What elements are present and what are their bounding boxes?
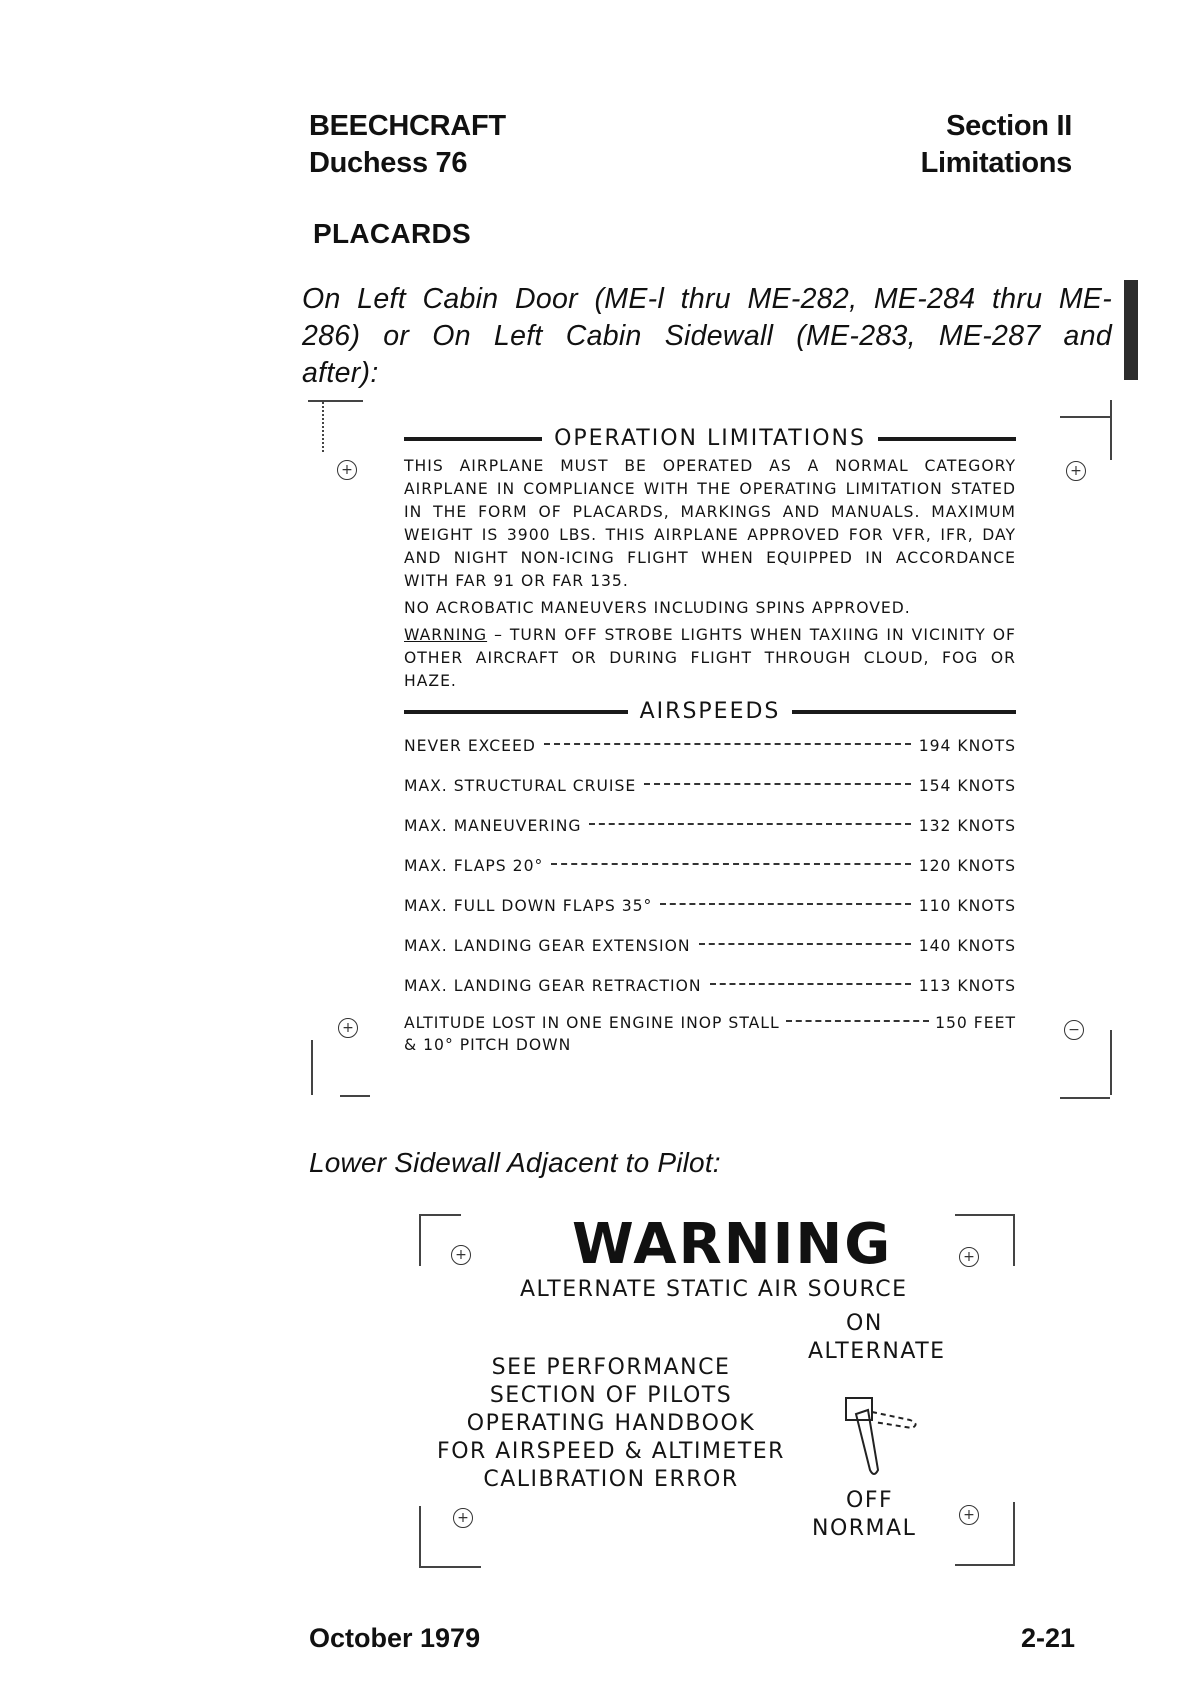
airspeed-label: MAX. STRUCTURAL CRUISE — [404, 777, 637, 795]
airspeed-value: 113 KNOTS — [918, 977, 1016, 995]
model: Duchess 76 — [309, 147, 468, 179]
leader-dashes — [589, 823, 910, 825]
airspeed-label: MAX. FULL DOWN FLAPS 35° — [404, 897, 653, 915]
airspeed-value: 194 KNOTS — [918, 737, 1016, 755]
limitations-paragraph: THIS AIRPLANE MUST BE OPERATED AS A NORMAL CATEGORY AIRPLANE IN COMPLIANCE WITH THE OPERATING LIMITATION STATED IN THE FORM OF PLACARDS, MARKINGS AND MANUALS. MAXIMUM WEIGHT IS 3900 LBS. THIS AIRPLANE APPROVED FOR VFR, IFR, DAY AND NIGHT NON-ICING FLIGHT WHEN EQUIPPED IN ACCORDANCE WITH FAR 91 OR FAR 135. — [404, 457, 1016, 590]
corner-mark-bottom-right — [1110, 1030, 1112, 1095]
screw-icon: + — [1066, 461, 1086, 481]
operation-limitations-heading — [404, 426, 1016, 451]
calibration-note-line: CALIBRATION ERROR — [483, 1467, 739, 1492]
calibration-note-line: SECTION OF PILOTS — [489, 1383, 733, 1408]
airspeeds-list — [404, 726, 1016, 1006]
header-right — [921, 108, 1072, 182]
altitude-loss-value: 150 FEET — [935, 1014, 1016, 1032]
airspeed-row — [404, 966, 1016, 1006]
airspeed-value: 110 KNOTS — [918, 897, 1016, 915]
heading-rule — [404, 710, 628, 714]
airspeed-value: 140 KNOTS — [918, 937, 1016, 955]
corner-mark-bottom-right-horizontal — [1060, 1097, 1110, 1099]
calibration-note-line: OPERATING HANDBOOK — [466, 1411, 756, 1436]
screw-icon: + — [451, 1245, 471, 1265]
screw-icon: + — [453, 1508, 473, 1528]
screw-icon: + — [337, 460, 357, 480]
leader-dashes — [660, 903, 910, 905]
screw-icon: − — [1064, 1020, 1084, 1040]
section-title: Limitations — [920, 147, 1072, 179]
leader-dashes — [786, 1020, 929, 1022]
altitude-loss-block — [404, 1012, 1016, 1056]
alternate-position-label: ALTERNATE — [808, 1339, 946, 1364]
placard-location-1: On Left Cabin Door (ME-l thru ME-282, ME-284 thru ME-286) or On Left Cabin Sidewall (ME-283, ME-287 and after): — [302, 283, 1112, 389]
footer-date: October 1979 — [309, 1623, 481, 1653]
altitude-loss-label: ALTITUDE LOST IN ONE ENGINE INOP STALL — [404, 1014, 780, 1032]
normal-position-label: NORMAL — [812, 1516, 917, 1541]
screw-icon: + — [959, 1505, 979, 1525]
warning-title: WARNING — [572, 1212, 893, 1277]
airspeed-value: 154 KNOTS — [918, 777, 1016, 795]
acrobatic-paragraph: NO ACROBATIC MANEUVERS INCLUDING SPINS APPROVED. — [404, 599, 911, 617]
page-number: 2-21 — [1020, 1623, 1075, 1653]
leader-dashes — [544, 743, 911, 745]
warning-label: WARNING — [404, 626, 488, 644]
alternate-static-air-label: ALTERNATE STATIC AIR SOURCE — [520, 1277, 908, 1302]
airspeed-value: 120 KNOTS — [918, 857, 1016, 875]
header-left — [309, 108, 506, 182]
leader-dashes — [644, 783, 910, 785]
toggle-lever-icon — [840, 1390, 930, 1490]
heading-rule — [878, 437, 1016, 441]
airspeed-label: MAX. LANDING GEAR EXTENSION — [404, 937, 691, 955]
airspeed-row — [404, 806, 1016, 846]
heading-rule — [404, 437, 542, 441]
calibration-note — [436, 1354, 786, 1494]
section-number: Section II — [946, 110, 1072, 142]
airspeed-label: NEVER EXCEED — [404, 737, 536, 755]
warning-text: – TURN OFF STROBE LIGHTS WHEN TAXIING IN VICINITY OF OTHER AIRCRAFT OR DURING FLIGHT THROUGH CLOUD, FOG OR HAZE. — [404, 626, 1016, 690]
airspeed-row — [404, 846, 1016, 886]
airspeed-row — [404, 726, 1016, 766]
corner-mark-top-right-vertical — [1110, 400, 1112, 460]
corner-mark-top-right — [1060, 416, 1110, 418]
airspeed-row — [404, 766, 1016, 806]
airspeeds-title: AIRSPEEDS — [639, 699, 781, 724]
corner-mark-top-left-vertical — [322, 402, 324, 452]
on-position-label: ON — [846, 1311, 883, 1336]
airspeeds-heading — [404, 699, 1016, 724]
calibration-note-line: SEE PERFORMANCE — [491, 1355, 731, 1380]
strobe-warning-paragraph — [404, 624, 1016, 693]
manufacturer: BEECHCRAFT — [309, 110, 506, 142]
operation-limitations-text — [404, 455, 1016, 693]
airspeed-label: MAX. LANDING GEAR RETRACTION — [404, 977, 702, 995]
airspeed-label: MAX. FLAPS 20° — [404, 857, 544, 875]
corner-mark-bottom-left-horizontal — [340, 1095, 370, 1097]
leader-dashes — [699, 943, 911, 945]
pitch-down-note: & 10° PITCH DOWN — [404, 1036, 572, 1054]
airspeed-row — [404, 926, 1016, 966]
leader-dashes — [551, 863, 910, 865]
operation-limitations-placard — [404, 426, 1016, 1056]
altitude-loss-line — [404, 1012, 1016, 1034]
calibration-note-line: FOR AIRSPEED & ALTIMETER — [437, 1439, 785, 1464]
page-title: PLACARDS — [313, 218, 471, 249]
leader-dashes — [710, 983, 911, 985]
revision-change-bar — [1124, 280, 1138, 380]
airspeed-row — [404, 886, 1016, 926]
screw-icon: + — [338, 1018, 358, 1038]
operation-limitations-title: OPERATION LIMITATIONS — [554, 426, 866, 451]
corner-mark-top-left — [308, 400, 363, 402]
airspeed-label: MAX. MANEUVERING — [404, 817, 582, 835]
corner-mark-bottom-left — [311, 1040, 313, 1095]
off-position-label: OFF — [846, 1488, 894, 1513]
airspeed-value: 132 KNOTS — [918, 817, 1016, 835]
placard-location-2: Lower Sidewall Adjacent to Pilot: — [309, 1147, 721, 1178]
screw-icon: + — [959, 1247, 979, 1267]
heading-rule — [792, 710, 1016, 714]
